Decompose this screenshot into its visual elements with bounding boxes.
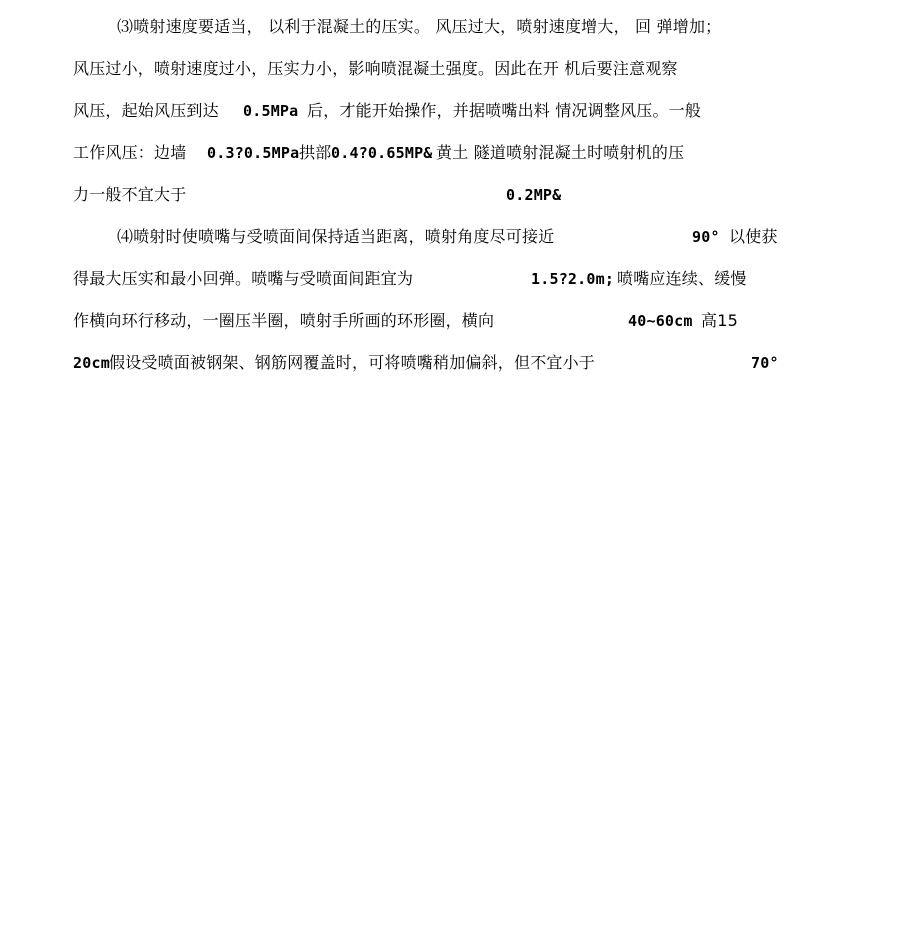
text-segment: 黄土 隧道喷射混凝土时喷射机的压 bbox=[436, 143, 685, 162]
paragraph-3-line-1 bbox=[117, 15, 721, 39]
paragraph-3-line-2 bbox=[73, 57, 678, 81]
min-angle-value: 70° bbox=[751, 354, 779, 372]
pressure-range-wall: 0.3?0.5MPa bbox=[207, 144, 300, 162]
pressure-value: 0.5MPa bbox=[243, 102, 299, 120]
distance-range: 1.5?2.0m; bbox=[531, 270, 615, 288]
text-segment: ⑶喷射速度要适当， 以利于混凝土的压实。 风压过大，喷射速度增大， 回 弹增加； bbox=[117, 17, 722, 36]
text-segment: 作横向环行移动，一圈压半圈，喷射手所画的环形圈，横向 bbox=[73, 311, 495, 330]
text-segment: 工作风压：边墙 bbox=[73, 143, 187, 162]
text-segment: 喷嘴应连续、缓慢 bbox=[617, 269, 747, 288]
text-segment: 得最大压实和最小回弹。喷嘴与受喷面间距宜为 bbox=[73, 269, 414, 288]
width-range: 40~60cm bbox=[628, 312, 693, 330]
text-segment: 高15 bbox=[701, 311, 738, 330]
text-segment: ⑷喷射时使喷嘴与受喷面间保持适当距离，喷射角度尽可接近 bbox=[117, 227, 555, 246]
pressure-limit: 0.2MP& bbox=[506, 186, 562, 204]
text-segment: 力一般不宜大于 bbox=[73, 185, 187, 204]
text-segment: 风压过小，喷射速度过小，压实力小，影响喷混凝土强度。因此在开 机后要注意观察 bbox=[73, 59, 678, 78]
text-segment: 风压，起始风压到达 bbox=[73, 101, 219, 120]
text-segment: 拱部 bbox=[299, 143, 332, 162]
text-segment: 以使获 bbox=[729, 227, 778, 246]
text-segment: 假设受喷面被钢架、钢筋网覆盖时，可将喷嘴稍加偏斜，但不宜小于 bbox=[109, 353, 596, 372]
text-segment: 后，才能开始操作，并据喷嘴出料 情况调整风压。一般 bbox=[307, 101, 702, 120]
angle-value: 90° bbox=[692, 228, 720, 246]
pressure-range-arch: 0.4?0.65MP& bbox=[331, 144, 433, 162]
height-value: 20cm bbox=[73, 354, 110, 372]
